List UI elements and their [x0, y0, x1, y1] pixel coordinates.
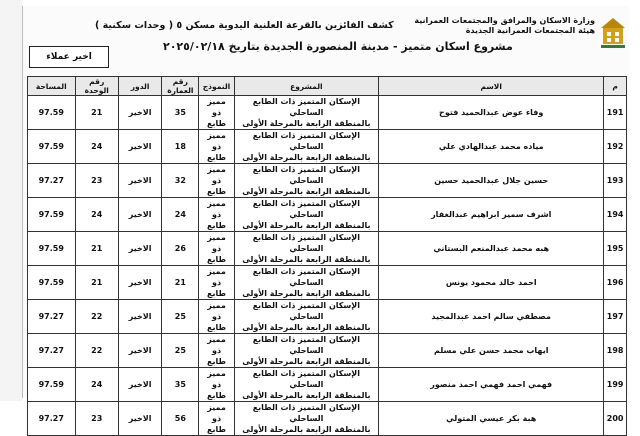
model-cell: [199, 198, 234, 232]
project-cell-line: بالمنطقة الرابعة بالمرحلة الأولى: [242, 119, 371, 128]
project-cell-line: الإسكان المتميز ذات الطابع الساحلي: [252, 131, 360, 151]
project-cell-line: الإسكان المتميز ذات الطابع الساحلي: [252, 199, 360, 219]
model-cell: [199, 164, 234, 198]
project-cell-line: بالمنطقة الرابعة بالمرحلة الأولى: [242, 289, 371, 298]
project-cell-line: بالمنطقة الرابعة بالمرحلة الأولى: [242, 153, 371, 162]
table-row: [28, 368, 627, 402]
workers-box: اخير عملاء: [29, 46, 109, 68]
project-cell-line: بالمنطقة الرابعة بالمرحلة الأولى: [242, 187, 371, 196]
model-cell-line: طابع: [207, 425, 227, 434]
authority-logo-icon: [599, 16, 627, 50]
row-index: 196: [604, 266, 627, 300]
table-row: [28, 402, 627, 436]
winner-name: حسين جلال عبدالحميد حسين: [379, 164, 604, 198]
row-index: 199: [604, 368, 627, 402]
model-cell-line: طابع: [207, 357, 227, 366]
winner-name: احمد خالد محمود يونس: [379, 266, 604, 300]
building-number: 18: [162, 130, 199, 164]
model-cell-line: طابع: [207, 323, 227, 332]
header-model: النموذج: [199, 77, 234, 96]
project-title: مشروع اسكان متميز - مدينة المنصورة الجديدة بتاريخ ٢٠٢٥/٠٢/١٨: [163, 40, 513, 53]
building-number: 25: [162, 300, 199, 334]
project-cell-line: الإسكان المتميز ذات الطابع الساحلي: [252, 97, 360, 117]
winner-name: اشرف سمير ابراهيم عبدالغفار: [379, 198, 604, 232]
floor-cell: الاخير: [118, 130, 161, 164]
ministry-name: [414, 16, 595, 36]
model-cell-line: مميز ذو: [207, 301, 226, 321]
model-cell: [199, 300, 234, 334]
table-row: [28, 130, 627, 164]
project-cell: [234, 334, 379, 368]
floor-cell: الاخير: [118, 266, 161, 300]
project-cell-line: بالمنطقة الرابعة بالمرحلة الأولى: [242, 323, 371, 332]
building-number: 35: [162, 368, 199, 402]
area-cell: 97.59: [28, 198, 76, 232]
document-header: [23, 6, 629, 70]
project-cell-line: بالمنطقة الرابعة بالمرحلة الأولى: [242, 221, 371, 230]
model-cell-line: مميز ذو: [207, 233, 226, 253]
winner-name: هبه محمد عبدالمنعم البستاني: [379, 232, 604, 266]
area-cell: 97.59: [28, 130, 76, 164]
model-cell: [199, 334, 234, 368]
project-cell-line: الإسكان المتميز ذات الطابع الساحلي: [252, 369, 360, 389]
table-row: [28, 266, 627, 300]
model-cell-line: طابع: [207, 255, 227, 264]
floor-cell: الاخير: [118, 96, 161, 130]
unit-number: 22: [75, 334, 118, 368]
row-index: 191: [604, 96, 627, 130]
model-cell: [199, 96, 234, 130]
table-header-row: [28, 77, 627, 96]
building-number: 21: [162, 266, 199, 300]
unit-number: 24: [75, 198, 118, 232]
project-cell: [234, 232, 379, 266]
model-cell-line: مميز ذو: [207, 403, 226, 423]
project-cell-line: بالمنطقة الرابعة بالمرحلة الأولى: [242, 255, 371, 264]
project-cell: [234, 96, 379, 130]
project-cell-line: الإسكان المتميز ذات الطابع الساحلي: [252, 403, 360, 423]
area-cell: 97.59: [28, 368, 76, 402]
model-cell-line: مميز ذو: [207, 369, 226, 389]
building-number: 32: [162, 164, 199, 198]
model-cell-line: مميز ذو: [207, 131, 226, 151]
unit-number: 23: [75, 402, 118, 436]
winner-name: فهمي احمد فهمي احمد منصور: [379, 368, 604, 402]
project-cell-line: الإسكان المتميز ذات الطابع الساحلي: [252, 335, 360, 355]
unit-number: 21: [75, 96, 118, 130]
unit-number: 24: [75, 130, 118, 164]
area-cell: 97.27: [28, 300, 76, 334]
row-index: 198: [604, 334, 627, 368]
building-number: 25: [162, 334, 199, 368]
header-name: الاسم: [379, 77, 604, 96]
area-cell: 97.59: [28, 266, 76, 300]
model-cell-line: مميز ذو: [207, 335, 226, 355]
model-cell-line: طابع: [207, 391, 227, 400]
project-cell: [234, 402, 379, 436]
model-cell-line: مميز ذو: [207, 199, 226, 219]
winner-name: هبة بكر عيسي المتولي: [379, 402, 604, 436]
model-cell: [199, 368, 234, 402]
area-cell: 97.27: [28, 164, 76, 198]
header-project: المشروع: [234, 77, 379, 96]
model-cell-line: طابع: [207, 153, 227, 162]
header-area: المساحة: [28, 77, 76, 96]
table-row: [28, 164, 627, 198]
winner-name: وفاء عوض عبدالحميد فتوح: [379, 96, 604, 130]
list-title: كشف الفائزين بالقرعة العلنية اليدوية مسكن ٥ ( وحدات سكنية ): [95, 20, 394, 31]
building-number: 26: [162, 232, 199, 266]
project-cell-line: الإسكان المتميز ذات الطابع الساحلي: [252, 301, 360, 321]
document-page: [22, 6, 629, 434]
winners-table: [27, 76, 627, 436]
model-cell: [199, 266, 234, 300]
table-row: [28, 96, 627, 130]
unit-number: 22: [75, 300, 118, 334]
unit-number: 24: [75, 368, 118, 402]
row-index: 197: [604, 300, 627, 334]
row-index: 195: [604, 232, 627, 266]
area-cell: 97.27: [28, 402, 76, 436]
winner-name: ايهاب محمد حسن علي مسلم: [379, 334, 604, 368]
project-cell: [234, 368, 379, 402]
floor-cell: الاخير: [118, 232, 161, 266]
ministry-line-2: هيئة المجتمعات العمرانية الجديدة: [465, 26, 595, 35]
building-number: 24: [162, 198, 199, 232]
table-row: [28, 334, 627, 368]
project-cell: [234, 198, 379, 232]
unit-number: 21: [75, 232, 118, 266]
project-cell-line: الإسكان المتميز ذات الطابع الساحلي: [252, 267, 360, 287]
model-cell: [199, 402, 234, 436]
model-cell-line: طابع: [207, 289, 227, 298]
model-cell-line: طابع: [207, 119, 227, 128]
model-cell-line: مميز ذو: [207, 267, 226, 287]
project-cell-line: بالمنطقة الرابعة بالمرحلة الأولى: [242, 391, 371, 400]
row-index: 194: [604, 198, 627, 232]
model-cell: [199, 232, 234, 266]
unit-number: 23: [75, 164, 118, 198]
floor-cell: الاخير: [118, 368, 161, 402]
page-margin: [0, 0, 22, 401]
area-cell: 97.59: [28, 232, 76, 266]
area-cell: 97.59: [28, 96, 76, 130]
project-cell: [234, 164, 379, 198]
project-cell: [234, 266, 379, 300]
project-cell-line: الإسكان المتميز ذات الطابع الساحلي: [252, 233, 360, 253]
area-cell: 97.27: [28, 334, 76, 368]
model-cell: [199, 130, 234, 164]
table-row: [28, 232, 627, 266]
project-cell: [234, 300, 379, 334]
row-index: 192: [604, 130, 627, 164]
floor-cell: الاخير: [118, 334, 161, 368]
model-cell-line: مميز ذو: [207, 97, 226, 117]
project-cell: [234, 130, 379, 164]
ministry-line-1: وزارة الاسكان والمرافق والمجتمعات العمرانية: [414, 16, 595, 25]
floor-cell: الاخير: [118, 164, 161, 198]
floor-cell: الاخير: [118, 402, 161, 436]
header-floor: الدور: [118, 77, 161, 96]
floor-cell: الاخير: [118, 300, 161, 334]
model-cell-line: طابع: [207, 187, 227, 196]
header-unit: رقم الوحدة: [75, 77, 118, 96]
building-number: 56: [162, 402, 199, 436]
project-cell-line: بالمنطقة الرابعة بالمرحلة الأولى: [242, 357, 371, 366]
building-number: 35: [162, 96, 199, 130]
project-cell-line: بالمنطقة الرابعة بالمرحلة الأولى: [242, 425, 371, 434]
project-cell-line: الإسكان المتميز ذات الطابع الساحلي: [252, 165, 360, 185]
table-row: [28, 198, 627, 232]
winner-name: مصطفي سالم احمد عبدالمجيد: [379, 300, 604, 334]
header-building: رقم العمارة: [162, 77, 199, 96]
model-cell-line: طابع: [207, 221, 227, 230]
model-cell-line: مميز ذو: [207, 165, 226, 185]
floor-cell: الاخير: [118, 198, 161, 232]
table-row: [28, 300, 627, 334]
row-index: 193: [604, 164, 627, 198]
header-idx: م: [604, 77, 627, 96]
unit-number: 21: [75, 266, 118, 300]
winner-name: مياده محمد عبدالهادي علي: [379, 130, 604, 164]
row-index: 200: [604, 402, 627, 436]
